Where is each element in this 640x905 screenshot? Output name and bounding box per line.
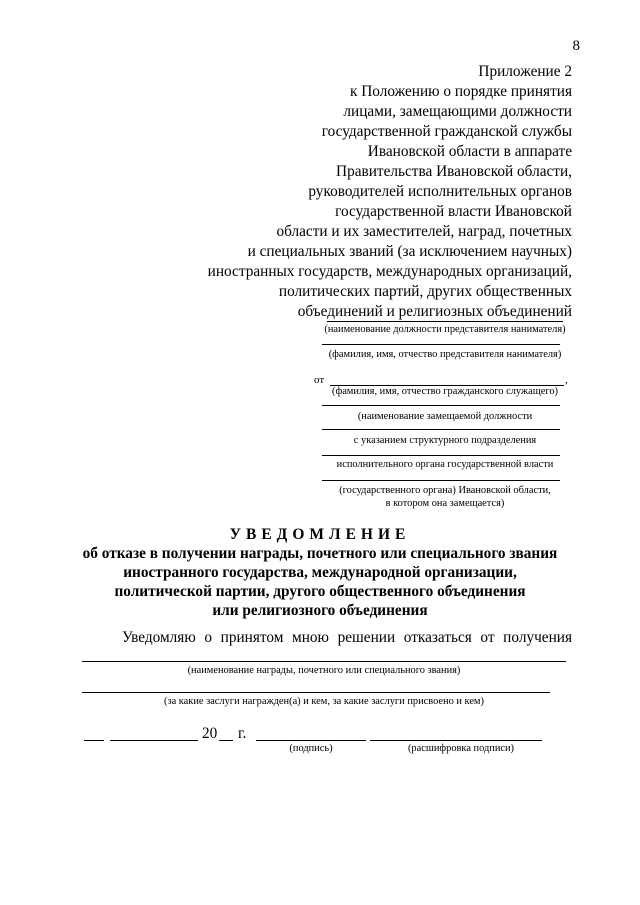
appendix-line: и специальных званий (за исключением научных) (247, 243, 572, 260)
appendix-line: политических партий, других общественных (278, 283, 572, 300)
signature-decoding-line[interactable] (370, 740, 542, 741)
subtitle-line: или религиозного объединения (212, 602, 428, 619)
position-hint: (наименование замещаемой должности (357, 411, 533, 422)
state-body-hint: (государственного органа) Ивановской области, (339, 485, 551, 496)
employer-name-hint: (фамилия, имя, отчество представителя нанимателя) (328, 349, 562, 360)
employer-position-line[interactable] (327, 321, 563, 322)
appendix-line: государственной гражданской службы (321, 123, 572, 140)
page-number: 8 (572, 38, 580, 54)
appendix-header (190, 62, 572, 322)
year-line[interactable] (219, 740, 233, 741)
state-body-line[interactable] (322, 480, 560, 481)
document-title: УВЕДОМЛЕНИЕ (229, 526, 411, 543)
subtitle-line: политической партии, другого общественного объединения (114, 583, 526, 600)
appendix-line: Приложение 2 (478, 63, 572, 80)
day-line[interactable] (84, 740, 104, 741)
notification-text: Уведомляю о принятом мною решении отказаться от получения (122, 629, 572, 646)
merits-hint: (за какие заслуги награжден(а) и кем, за какие заслуги присвоено и кем) (164, 696, 484, 707)
employer-position-hint: (наименование должности представителя нанимателя) (324, 324, 566, 335)
executive-body-hint: исполнительного органа государственной власти (336, 459, 554, 470)
appendix-line: Ивановской области в аппарате (367, 143, 572, 160)
subdivision-hint: с указанием структурного подразделения (353, 435, 537, 446)
document-subtitle (60, 544, 580, 620)
subtitle-line: об отказе в получении награды, почетного или специального звания (82, 545, 558, 562)
year-suffix: г. (238, 725, 247, 742)
award-name-hint: (наименование награды, почетного или специального звания) (187, 665, 461, 676)
subtitle-line: иностранного государства, международной организации, (123, 564, 517, 581)
appendix-line: иностранных государств, международных организаций, (207, 263, 572, 280)
appendix-line: области и их заместителей, наград, почетных (276, 223, 572, 240)
signature-hint: (подпись) (289, 743, 333, 754)
employer-name-line[interactable] (322, 344, 560, 345)
appendix-line: государственной власти Ивановской (335, 203, 572, 220)
signature-decoding-hint: (расшифровка подписи) (407, 743, 515, 754)
appendix-line: объединений и религиозных объединений (297, 303, 572, 320)
appendix-line: к Положению о порядке принятия (349, 83, 572, 100)
award-name-line[interactable] (82, 661, 566, 662)
position-line[interactable] (322, 405, 560, 406)
merits-line[interactable] (82, 692, 550, 693)
month-line[interactable] (110, 740, 198, 741)
appendix-line: лицами, замещающими должности (343, 103, 572, 120)
executive-body-line[interactable] (322, 455, 560, 456)
from-comma: , (565, 374, 568, 386)
subdivision-line[interactable] (322, 429, 560, 430)
appendix-line: руководителей исполнительных органов (308, 183, 572, 200)
appendix-line: Правительства Ивановской области, (336, 163, 572, 180)
state-body-hint-2: в котором она замещается) (385, 498, 505, 509)
signature-line[interactable] (256, 740, 366, 741)
from-label: от (314, 374, 325, 386)
year-prefix: 20 (202, 725, 218, 742)
employee-name-hint: (фамилия, имя, отчество гражданского служащего) (332, 386, 558, 397)
